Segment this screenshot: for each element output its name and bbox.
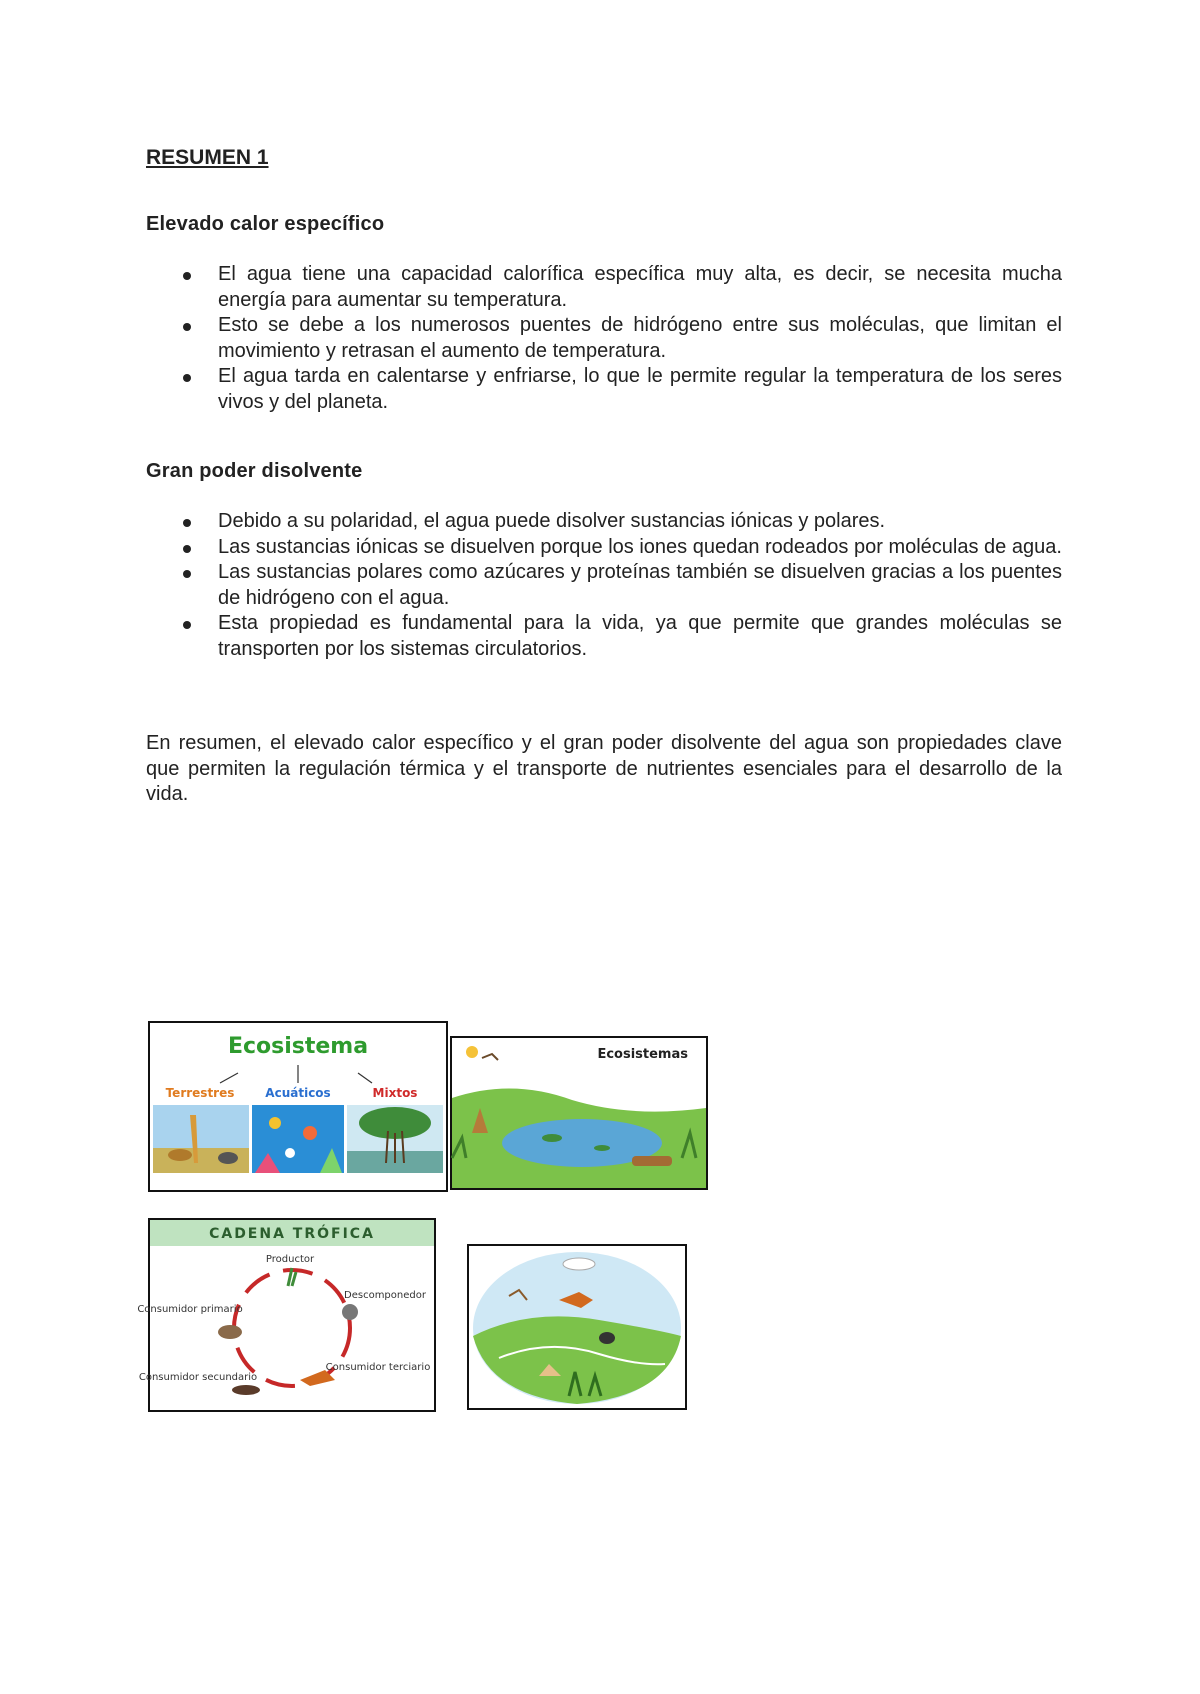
ecosystems-landscape-image (450, 1036, 708, 1190)
label-mixtos: Mixtos (372, 1086, 418, 1100)
ecosystem-types-image (148, 1021, 448, 1192)
ecosystems-landscape-illustration (452, 1038, 706, 1188)
document-title: RESUMEN 1 (146, 146, 269, 169)
list-item: Debido a su polaridad, el agua puede disolver sustancias iónicas y polares. (146, 509, 1062, 535)
summary-paragraph: En resumen, el elevado calor específico y el gran poder disolvente del agua son propiedades clave que permiten la regulación térmica y el transporte de nutrientes esenciales para el desarrollo de la vida. (146, 732, 1062, 805)
node-consumidor-terciario: Consumidor terciario (325, 1362, 431, 1373)
food-web-illustration (469, 1246, 685, 1408)
node-consumidor-secundario: Consumidor secundario (138, 1372, 258, 1383)
trophic-chain-illustration (137, 1220, 434, 1410)
list-item: Esta propiedad es fundamental para la vida, ya que permite que grandes moléculas se transporten por los sistemas circulatorios. (146, 611, 1062, 662)
ecosystems-caption: Ecosistemas (597, 1047, 688, 1062)
ecosystem-types-illustration (150, 1023, 446, 1190)
trophic-chain-title: CADENA TRÓFICA (209, 1226, 375, 1242)
bullet-list-solvent-power (146, 509, 1062, 662)
section-heading-specific-heat: Elevado calor específico (146, 213, 385, 235)
list-item: El agua tiene una capacidad calorífica específica muy alta, es decir, se necesita mucha energía para aumentar su temperatura. (146, 262, 1062, 313)
list-item: Las sustancias polares como azúcares y proteínas también se disuelven gracias a los puentes de hidrógeno con el agua. (146, 560, 1062, 611)
trophic-chain-image (137, 1218, 436, 1412)
list-item: El agua tarda en calentarse y enfriarse, lo que le permite regular la temperatura de los seres vivos y del planeta. (146, 364, 1062, 415)
node-consumidor-primario: Consumidor primario (137, 1304, 243, 1315)
label-acuaticos: Acuáticos (265, 1086, 331, 1100)
bullet-list-specific-heat (146, 262, 1062, 415)
list-item: Las sustancias iónicas se disuelven porque los iones quedan rodeados por moléculas de agua. (146, 535, 1062, 561)
ecosystem-title: Ecosistema (227, 1034, 369, 1059)
node-productor: Productor (265, 1254, 315, 1265)
list-item: Esto se debe a los numerosos puentes de hidrógeno entre sus moléculas, que limitan el movimiento y retrasan el aumento de temperatura. (146, 313, 1062, 364)
food-web-image (467, 1244, 687, 1410)
section-heading-solvent-power: Gran poder disolvente (146, 460, 363, 482)
node-descomponedor: Descomponedor (344, 1290, 426, 1301)
label-terrestres: Terrestres (165, 1086, 235, 1100)
